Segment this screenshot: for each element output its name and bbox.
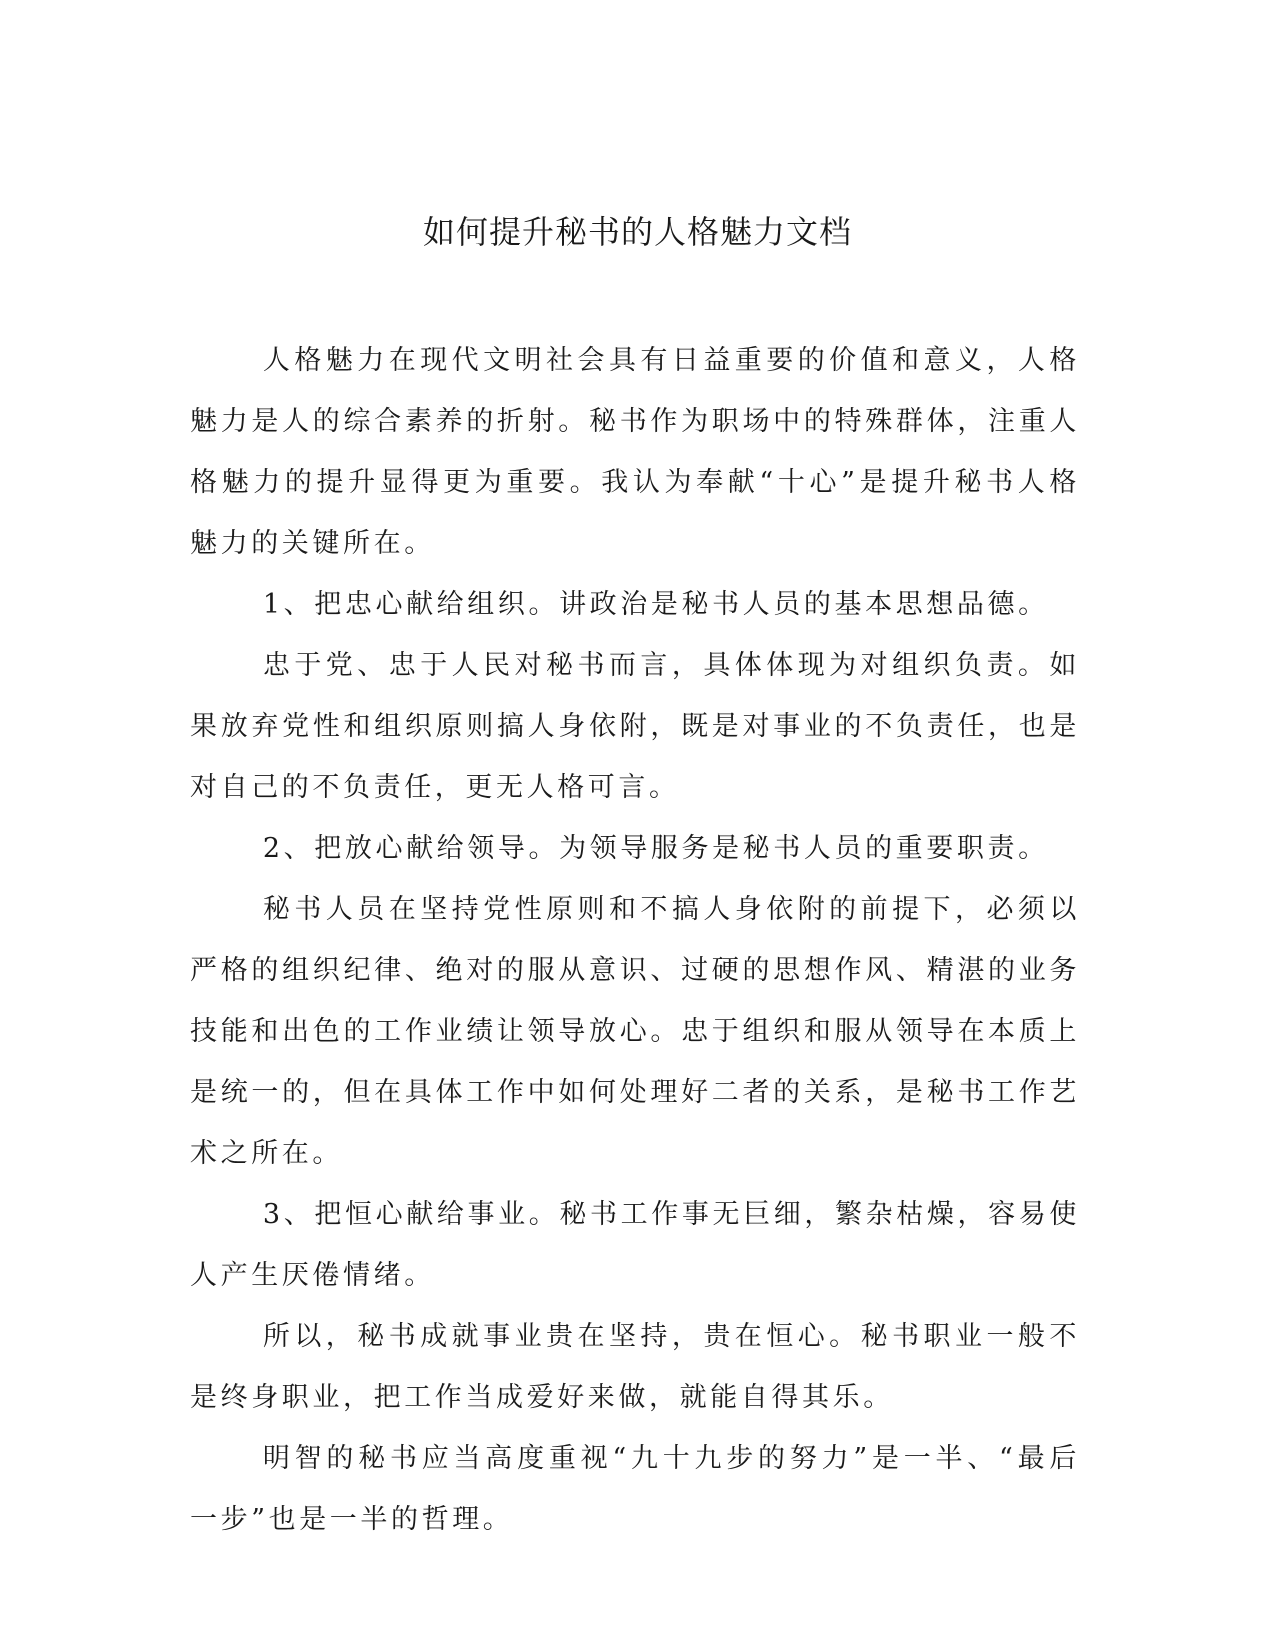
paragraph-point-2-heading: 2、把放心献给领导。为领导服务是秘书人员的重要职责。 — [262, 833, 1049, 864]
document-body — [190, 330, 1080, 1550]
paragraph-point-1-body: 忠于党、忠于人民对秘书而言，具体体现为对组织负责。如果放弃党性和组织原则搞人身依附，既是对事业的不负责任，也是对自己的不负责任，更无人格可言。 — [190, 650, 1080, 803]
paragraph-point-3-heading: 3、把恒心献给事业。秘书工作事无巨细，繁杂枯燥，容易使人产生厌倦情绪。 — [190, 1199, 1080, 1291]
paragraph-point-2-body: 秘书人员在坚持党性原则和不搞人身依附的前提下，必须以严格的组织纪律、绝对的服从意识、过硬的思想作风、精湛的业务技能和出色的工作业绩让领导放心。忠于组织和服从领导在本质上是统一的，但在具体工作中如何处理好二者的关系，是秘书工作艺术之所在。 — [190, 894, 1080, 1169]
paragraph-point-3-body: 所以，秘书成就事业贵在坚持，贵在恒心。秘书职业一般不是终身职业，把工作当成爱好来做，就能自得其乐。 — [190, 1321, 1080, 1413]
paragraph-point-3-closing: 明智的秘书应当高度重视“九十九步的努力”是一半、“最后一步”也是一半的哲理。 — [190, 1443, 1080, 1535]
paragraph-point-1-heading: 1、把忠心献给组织。讲政治是秘书人员的基本思想品德。 — [262, 589, 1049, 620]
paragraph-intro: 人格魅力在现代文明社会具有日益重要的价值和意义，人格魅力是人的综合素养的折射。秘书作为职场中的特殊群体，注重人格魅力的提升显得更为重要。我认为奉献“十心”是提升秘书人格魅力的关键所在。 — [190, 345, 1080, 559]
document-title: 如何提升秘书的人格魅力文档 — [422, 213, 852, 251]
